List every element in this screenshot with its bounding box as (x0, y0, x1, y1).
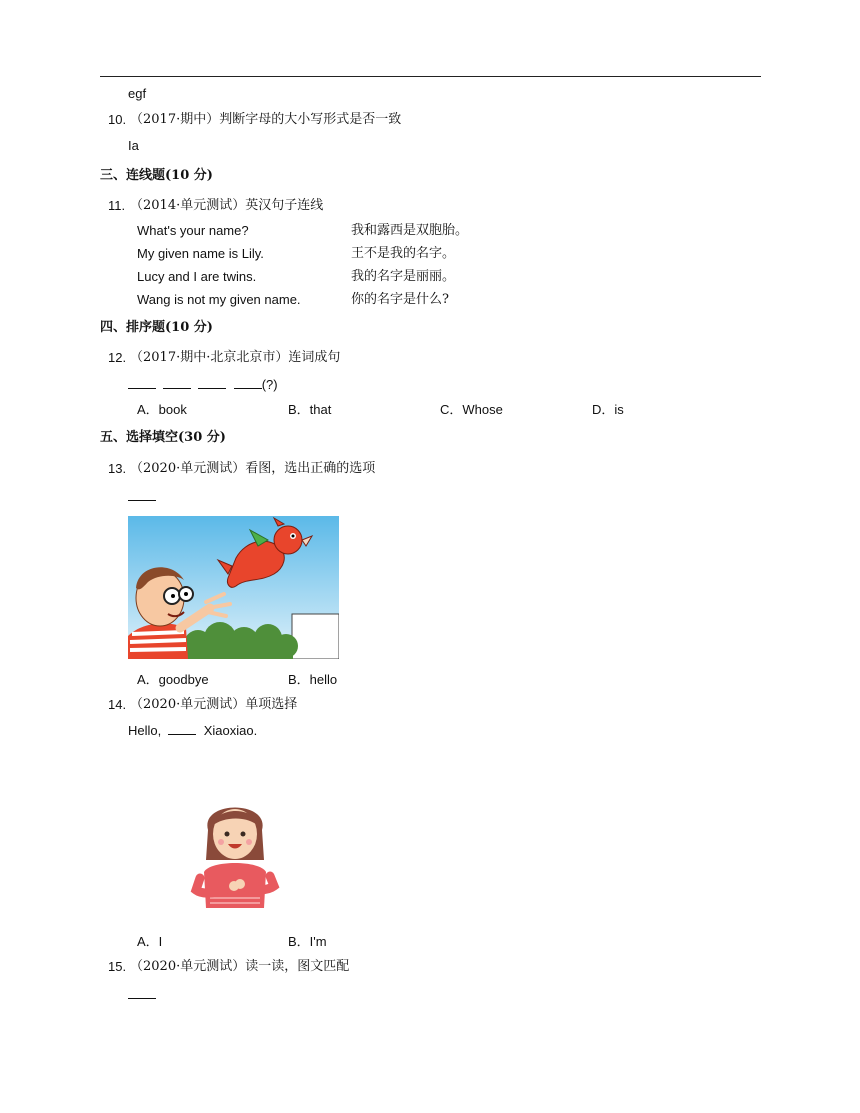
q12-blanks (128, 376, 278, 394)
boy-dragon-picture (128, 516, 339, 659)
q11-english-3: Lucy and I are twins. (137, 269, 257, 284)
q11-english-1: What's your name? (137, 223, 249, 238)
q15-number: 15. (108, 959, 127, 974)
option-text: goodbye (158, 672, 209, 687)
option-letter: B． (288, 934, 310, 949)
q12-tail: (?) (261, 377, 278, 392)
option-text: Whose (462, 402, 503, 417)
q10-stem: （2017·期中）判断字母的大小写形式是否一致 (130, 112, 402, 127)
q10-number: 10. (108, 112, 127, 127)
q11-number: 11. (108, 198, 126, 213)
answer-blank[interactable] (234, 376, 262, 389)
option-text: book (158, 402, 187, 417)
sentence-start: Hello, (128, 723, 162, 738)
option-letter: A． (137, 672, 159, 687)
answer-blank[interactable] (198, 376, 226, 389)
q13-number: 13. (108, 461, 127, 476)
q13-stem: （2020·单元测试）看图，选出正确的选项 (130, 461, 376, 476)
q13-option-b[interactable] (288, 671, 337, 689)
q15-blank (128, 986, 156, 1004)
q12-option-c[interactable] (440, 401, 503, 419)
option-text: is (614, 402, 624, 417)
section5-title: 五、选择填空(30 分) (100, 430, 226, 445)
section4-title: 四、排序题(10 分) (100, 320, 213, 335)
option-letter: C． (440, 402, 463, 417)
answer-blank[interactable] (168, 722, 196, 735)
q12-option-d[interactable] (592, 401, 624, 419)
q11-chinese-2: 王不是我的名字。 (351, 246, 456, 261)
header-rule (100, 76, 761, 77)
q11-chinese-3: 我的名字是丽丽。 (351, 269, 456, 284)
q14-option-a[interactable] (137, 933, 162, 951)
option-text: hello (309, 672, 338, 687)
answer-blank[interactable] (128, 376, 156, 389)
girl-picture (190, 790, 280, 912)
q11-english-2: My given name is Lily. (137, 246, 264, 261)
q14-option-b[interactable] (288, 933, 327, 951)
sentence-end: Xiaoxiao. (203, 723, 258, 738)
option-letter: B． (288, 402, 310, 417)
q12-option-a[interactable] (137, 401, 187, 419)
q14-stem: （2020·单元测试）单项选择 (130, 697, 298, 712)
option-text: that (309, 402, 332, 417)
q12-stem: （2017·期中·北京北京市）连词成句 (130, 350, 341, 365)
answer-blank[interactable] (163, 376, 191, 389)
q14-number: 14. (108, 697, 127, 712)
section3-title: 三、连线题(10 分) (100, 168, 213, 183)
q11-chinese-4: 你的名字是什么? (351, 292, 449, 307)
q15-stem: （2020·单元测试）读一读，图文匹配 (130, 959, 350, 974)
option-letter: D． (592, 402, 615, 417)
q11-english-4: Wang is not my given name. (137, 292, 301, 307)
q13-blank (128, 488, 156, 506)
option-letter: A． (137, 934, 159, 949)
answer-blank[interactable] (128, 986, 156, 999)
q10-text: Ia (128, 138, 139, 153)
q12-number: 12. (108, 350, 127, 365)
option-letter: B． (288, 672, 310, 687)
q11-chinese-1: 我和露西是双胞胎。 (351, 223, 469, 238)
q14-sentence (128, 722, 257, 740)
q11-stem: （2014·单元测试）英汉句子连线 (130, 198, 324, 213)
answer-blank[interactable] (128, 488, 156, 501)
option-text: I'm (309, 934, 327, 949)
q9-text: egf (128, 86, 147, 101)
option-text: I (158, 934, 163, 949)
option-letter: A． (137, 402, 159, 417)
q12-option-b[interactable] (288, 401, 331, 419)
q13-option-a[interactable] (137, 671, 209, 689)
